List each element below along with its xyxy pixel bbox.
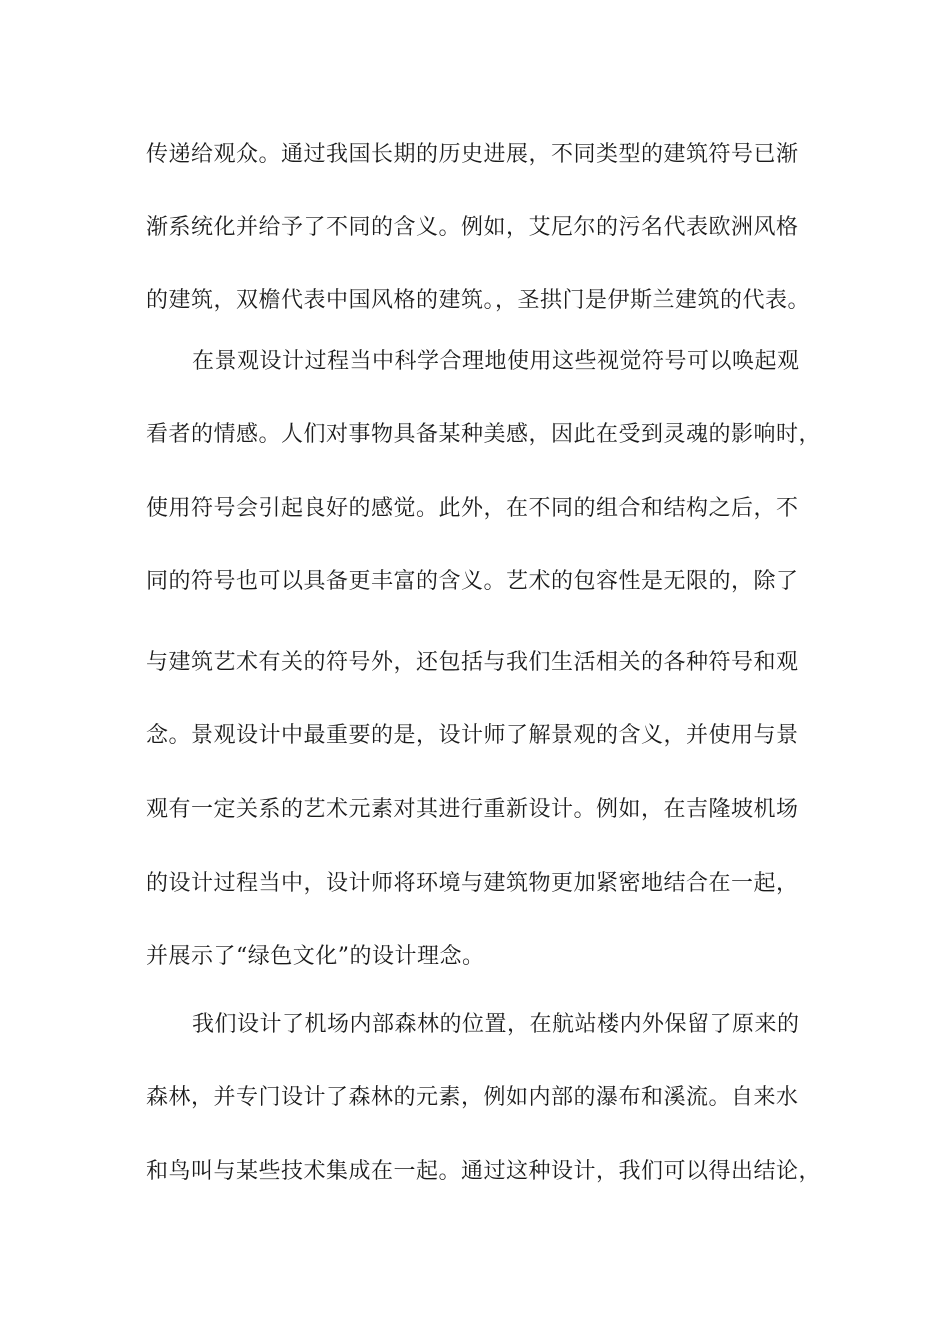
- text-line-3: 的建筑，双檐代表中国风格的建筑。，圣拱门是伊斯兰建筑的代表。: [146, 288, 811, 313]
- paragraph-2-line-6: 念。景观设计中最重要的是，设计师了解景观的含义，并使用与景: [146, 723, 799, 748]
- paragraph-2-line-3: 使用符号会引起良好的感觉。此外，在不同的组合和结构之后，不: [146, 496, 799, 521]
- paragraph-2-line-7: 观有一定关系的艺术元素对其进行重新设计。例如，在吉隆坡机场: [146, 797, 799, 822]
- text-line-1: 传递给观众。通过我国长期的历史进展，不同类型的建筑符号已渐: [146, 142, 799, 167]
- paragraph-2-line-2: 看者的情感。人们对事物具备某种美感，因此在受到灵魂的影响时，: [146, 422, 822, 447]
- paragraph-2-line-9: 并展示了“绿色文化”的设计理念。: [146, 944, 485, 969]
- paragraph-2-line-8: 的设计过程当中，设计师将环境与建筑物更加紧密地结合在一起，: [146, 871, 799, 896]
- text-line-2: 渐系统化并给予了不同的含义。例如，艾尼尔的污名代表欧洲风格: [146, 215, 799, 240]
- paragraph-2-line-1: 在景观设计过程当中科学合理地使用这些视觉符号可以唤起观: [192, 349, 800, 374]
- paragraph-3-line-3: 和鸟叫与某些技术集成在一起。通过这种设计，我们可以得出结论，: [146, 1159, 822, 1184]
- paragraph-3-line-2: 森林，并专门设计了森林的元素，例如内部的瀑布和溪流。自来水: [146, 1085, 799, 1110]
- paragraph-3-line-1: 我们设计了机场内部森林的位置，在航站楼内外保留了原来的: [192, 1012, 800, 1037]
- paragraph-2-line-4: 同的符号也可以具备更丰富的含义。艺术的包容性是无限的，除了: [146, 569, 799, 594]
- paragraph-2-line-5: 与建筑艺术有关的符号外，还包括与我们生活相关的各种符号和观: [146, 650, 799, 675]
